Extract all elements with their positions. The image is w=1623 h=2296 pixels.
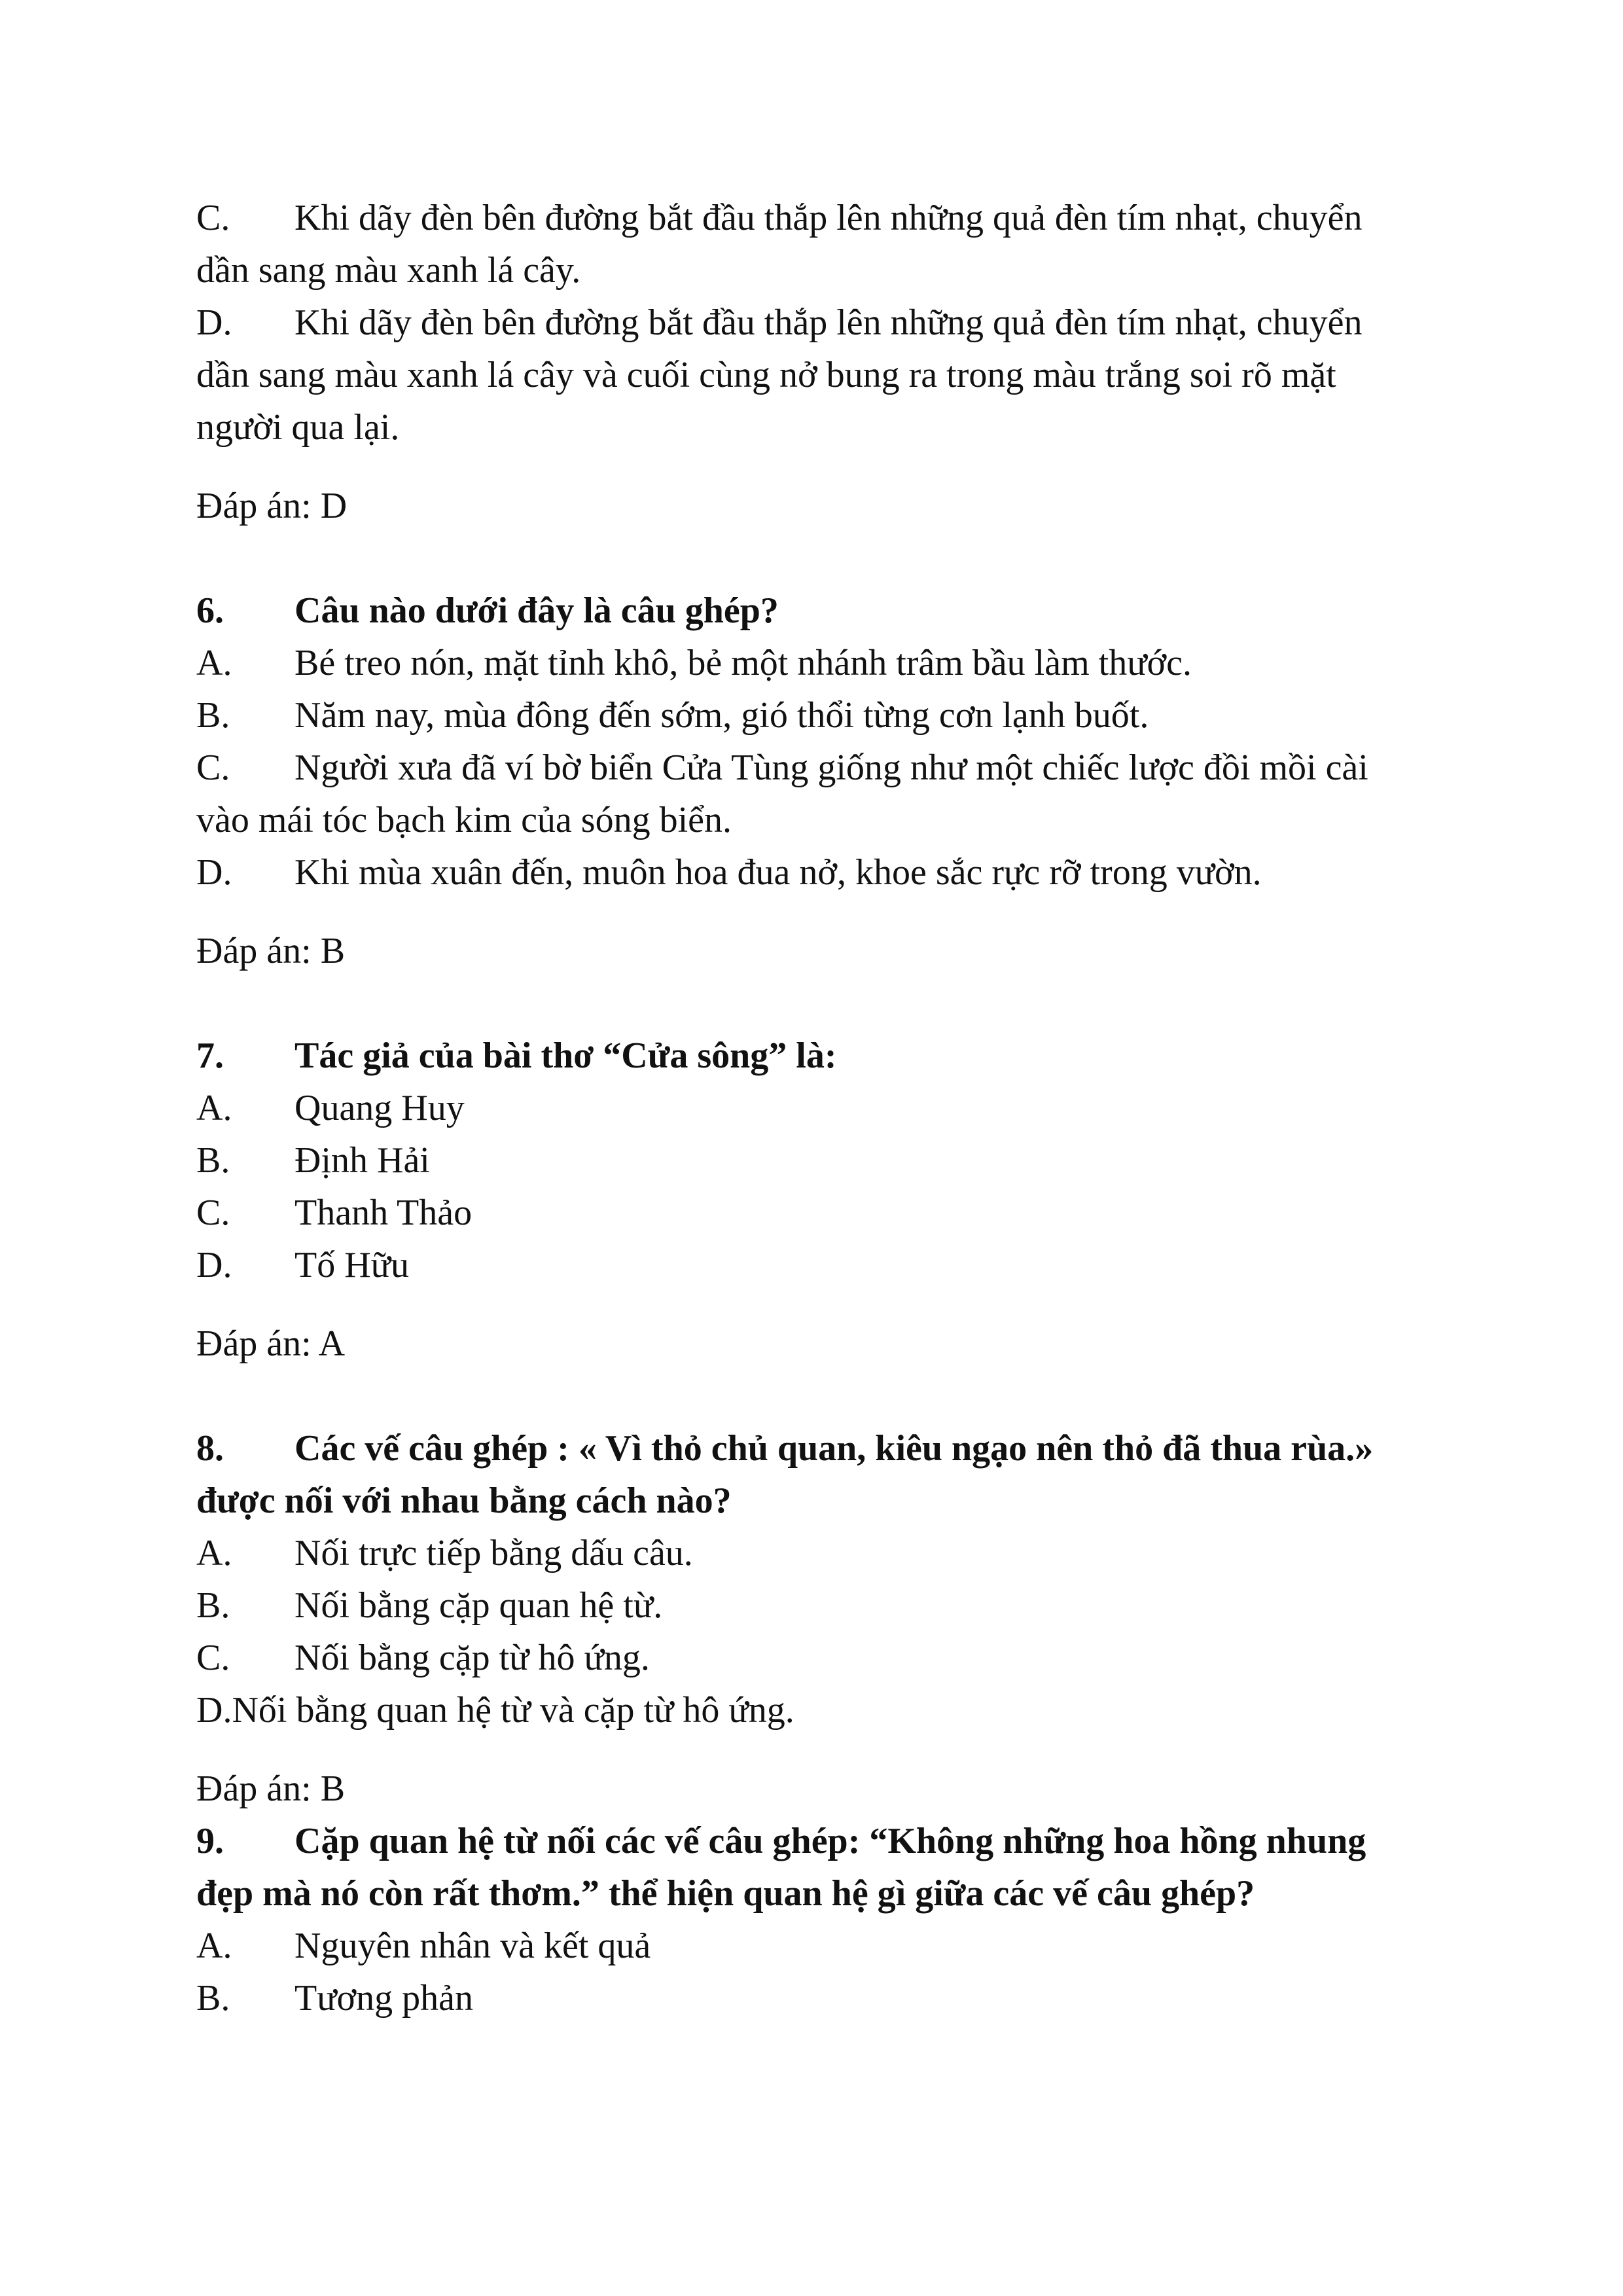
option-letter: B. [196,1978,230,2018]
option-letter: B. [196,695,230,736]
question-text: Tác giả của bài thơ “Cửa sông” là: [294,1035,837,1076]
q6-option-d [196,846,1262,899]
q6-question [196,584,779,637]
option-letter: C. [196,198,230,238]
option-text: Khi dãy đèn bên đường bắt đầu thắp lên những quả đèn tím nhạt, chuyển [294,302,1363,343]
option-letter: D. [196,1245,232,1285]
option-text: Nối bằng cặp từ hô ứng. [294,1638,650,1678]
q6-option-a [196,637,1192,689]
option-text: Năm nay, mùa đông đến sớm, gió thổi từng cơn lạnh buốt. [294,695,1149,736]
q9-option-b [196,1972,473,2024]
option-text: Tố Hữu [294,1245,409,1285]
option-text: Khi dãy đèn bên đường bắt đầu thắp lên những quả đèn tím nhạt, chuyển [294,198,1363,238]
q7-option-c [196,1187,472,1239]
q6-option-c-cont: vào mái tóc bạch kim của sóng biển. [196,800,732,840]
question-number: 7. [196,1035,224,1076]
option-text: Thanh Thảo [294,1193,473,1233]
option-letter: C. [196,1193,230,1233]
option-text: Khi mùa xuân đến, muôn hoa đua nở, khoe sắc rực rỡ trong vườn. [294,852,1262,893]
q7-answer: Đáp án: A [196,1323,346,1364]
option-letter: A. [196,643,232,683]
q7-option-a [196,1082,465,1134]
option-letter: B. [196,1585,230,1626]
option-text: Nối bằng cặp quan hệ từ. [294,1585,663,1626]
option-letter: A. [196,1088,232,1128]
question-number: 9. [196,1821,224,1861]
q9-question [196,1815,1366,1867]
option-text: Bé treo nón, mặt tỉnh khô, bẻ một nhánh trâm bầu làm thước. [294,643,1192,683]
q8-option-d: D.Nối bằng quan hệ từ và cặp từ hô ứng. [196,1690,794,1731]
q7-option-d [196,1239,409,1291]
question-number: 6. [196,590,224,631]
option-text: Nguyên nhân và kết quả [294,1926,651,1966]
question-text: Cặp quan hệ từ nối các vế câu ghép: “Không những hoa hồng nhung [294,1821,1366,1861]
q8-option-b [196,1579,662,1632]
option-letter: D. [196,852,232,893]
option-letter: C. [196,1638,230,1678]
q5-option-c [196,192,1363,244]
option-letter: B. [196,1140,230,1181]
option-letter: D. [196,302,232,343]
q9-question-cont: đẹp mà nó còn rất thơm.” thể hiện quan hệ gì giữa các vế câu ghép? [196,1873,1255,1914]
option-text: Người xưa đã ví bờ biển Cửa Tùng giống như một chiếc lược đồi mồi cài [294,747,1368,788]
q5-answer: Đáp án: D [196,486,348,526]
q7-option-b [196,1134,430,1187]
option-text: Định Hải [294,1140,430,1181]
q8-option-c [196,1632,650,1684]
q6-option-b [196,689,1149,742]
option-text: Quang Huy [294,1088,465,1128]
q7-question [196,1030,836,1082]
q5-option-d [196,296,1363,349]
option-letter: C. [196,747,230,788]
option-letter: A. [196,1533,232,1573]
q8-question [196,1422,1373,1475]
q8-option-a [196,1527,693,1579]
q6-option-c [196,742,1368,794]
q8-answer: Đáp án: B [196,1768,346,1809]
question-text: Các vế câu ghép : « Vì thỏ chủ quan, kiêu ngạo nên thỏ đã thua rùa.» [294,1428,1374,1469]
q5-option-d-cont-2: người qua lại. [196,407,400,448]
question-text: Câu nào dưới đây là câu ghép? [294,590,779,631]
q6-answer: Đáp án: B [196,931,346,971]
question-number: 8. [196,1428,224,1469]
q9-option-a [196,1920,651,1972]
q8-question-cont: được nối với nhau bằng cách nào? [196,1480,732,1521]
q5-option-d-cont-1: dần sang màu xanh lá cây và cuối cùng nở bung ra trong màu trắng soi rõ mặt [196,355,1336,395]
option-letter: A. [196,1926,232,1966]
option-text: Nối trực tiếp bằng dấu câu. [294,1533,693,1573]
q5-option-c-cont: dần sang màu xanh lá cây. [196,250,581,291]
option-text: Tương phản [294,1978,474,2018]
